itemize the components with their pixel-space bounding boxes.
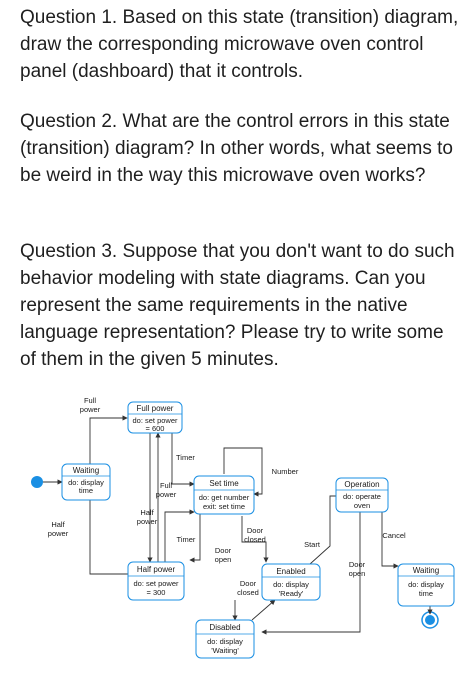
svg-text:Operation: Operation bbox=[344, 480, 380, 489]
state-enabled bbox=[262, 564, 320, 600]
label-door-closed-low: Door bbox=[239, 579, 257, 588]
svg-text:open: open bbox=[348, 569, 366, 578]
state-full-power bbox=[128, 402, 182, 433]
svg-text:do: display: do: display bbox=[207, 637, 243, 646]
question-3: Question 3. Suppose that you don't want to do such behavior modeling with state diagrams. Can you represent the same requirements in the native language representation? Please try to write some of them in the given 5 minutes. bbox=[20, 241, 455, 370]
label-door-open-mid: Door bbox=[214, 546, 232, 555]
svg-text:power: power bbox=[136, 517, 158, 526]
label-door-open-right: Door bbox=[348, 560, 366, 569]
svg-text:oven: oven bbox=[353, 501, 371, 510]
state-operation bbox=[336, 478, 388, 512]
label-full-power-mid: Full bbox=[159, 481, 173, 490]
label-half-power-left: Half bbox=[51, 520, 65, 529]
svg-text:time: time bbox=[418, 589, 434, 598]
svg-text:= 600: = 600 bbox=[145, 424, 165, 433]
svg-text:'Waiting': 'Waiting' bbox=[211, 646, 239, 655]
svg-text:do: display: do: display bbox=[68, 478, 104, 487]
label-start: Start bbox=[304, 540, 320, 549]
svg-text:do: display: do: display bbox=[408, 580, 444, 589]
svg-text:Waiting: Waiting bbox=[72, 466, 100, 475]
state-half-power bbox=[128, 562, 184, 600]
svg-text:power: power bbox=[79, 405, 101, 414]
initial-state-dot bbox=[31, 476, 43, 488]
final-state bbox=[422, 612, 438, 628]
svg-text:power: power bbox=[47, 529, 69, 538]
svg-text:'Ready': 'Ready' bbox=[278, 589, 304, 598]
svg-text:= 300: = 300 bbox=[146, 588, 166, 597]
transition-lines bbox=[43, 418, 430, 632]
state-waiting-left bbox=[62, 464, 110, 500]
microwave-state-diagram bbox=[0, 380, 475, 680]
svg-text:Full power: Full power bbox=[136, 404, 174, 413]
svg-text:Disabled: Disabled bbox=[209, 623, 241, 632]
label-timer-top: Timer bbox=[176, 453, 195, 462]
svg-text:Half power: Half power bbox=[136, 565, 176, 574]
label-cancel: Cancel bbox=[382, 531, 406, 540]
state-set-time bbox=[194, 476, 254, 514]
svg-text:do: set power: do: set power bbox=[133, 579, 179, 588]
svg-text:Set time: Set time bbox=[209, 479, 239, 488]
question-1: Question 1. Based on this state (transition) diagram, draw the corresponding microwave oven control panel (dashboard) that it controls. bbox=[20, 7, 459, 82]
label-timer-mid: Timer bbox=[176, 535, 196, 544]
svg-text:Waiting: Waiting bbox=[412, 566, 440, 575]
svg-text:do: get number: do: get number bbox=[198, 493, 250, 502]
svg-text:do: display: do: display bbox=[273, 580, 309, 589]
label-half-power-mid: Half bbox=[140, 508, 154, 517]
svg-text:do: operate: do: operate bbox=[343, 492, 381, 501]
svg-text:time: time bbox=[78, 486, 94, 495]
question-2: Question 2. What are the control errors in this state (transition) diagram? In other words, what seems to be weird in the way this microwave oven works? bbox=[20, 111, 453, 186]
svg-text:power: power bbox=[155, 490, 177, 499]
svg-text:do: set power: do: set power bbox=[132, 416, 178, 425]
svg-text:exit: set time: exit: set time bbox=[202, 502, 246, 511]
svg-text:closed: closed bbox=[237, 588, 259, 597]
label-door-closed-mid: Door bbox=[246, 526, 264, 535]
label-number: Number bbox=[271, 467, 299, 476]
svg-text:closed: closed bbox=[244, 535, 266, 544]
state-disabled bbox=[196, 620, 254, 658]
svg-text:open: open bbox=[214, 555, 232, 564]
svg-text:Enabled: Enabled bbox=[276, 567, 306, 576]
label-full-power-top: Full bbox=[83, 396, 97, 405]
state-waiting-right bbox=[398, 564, 454, 606]
